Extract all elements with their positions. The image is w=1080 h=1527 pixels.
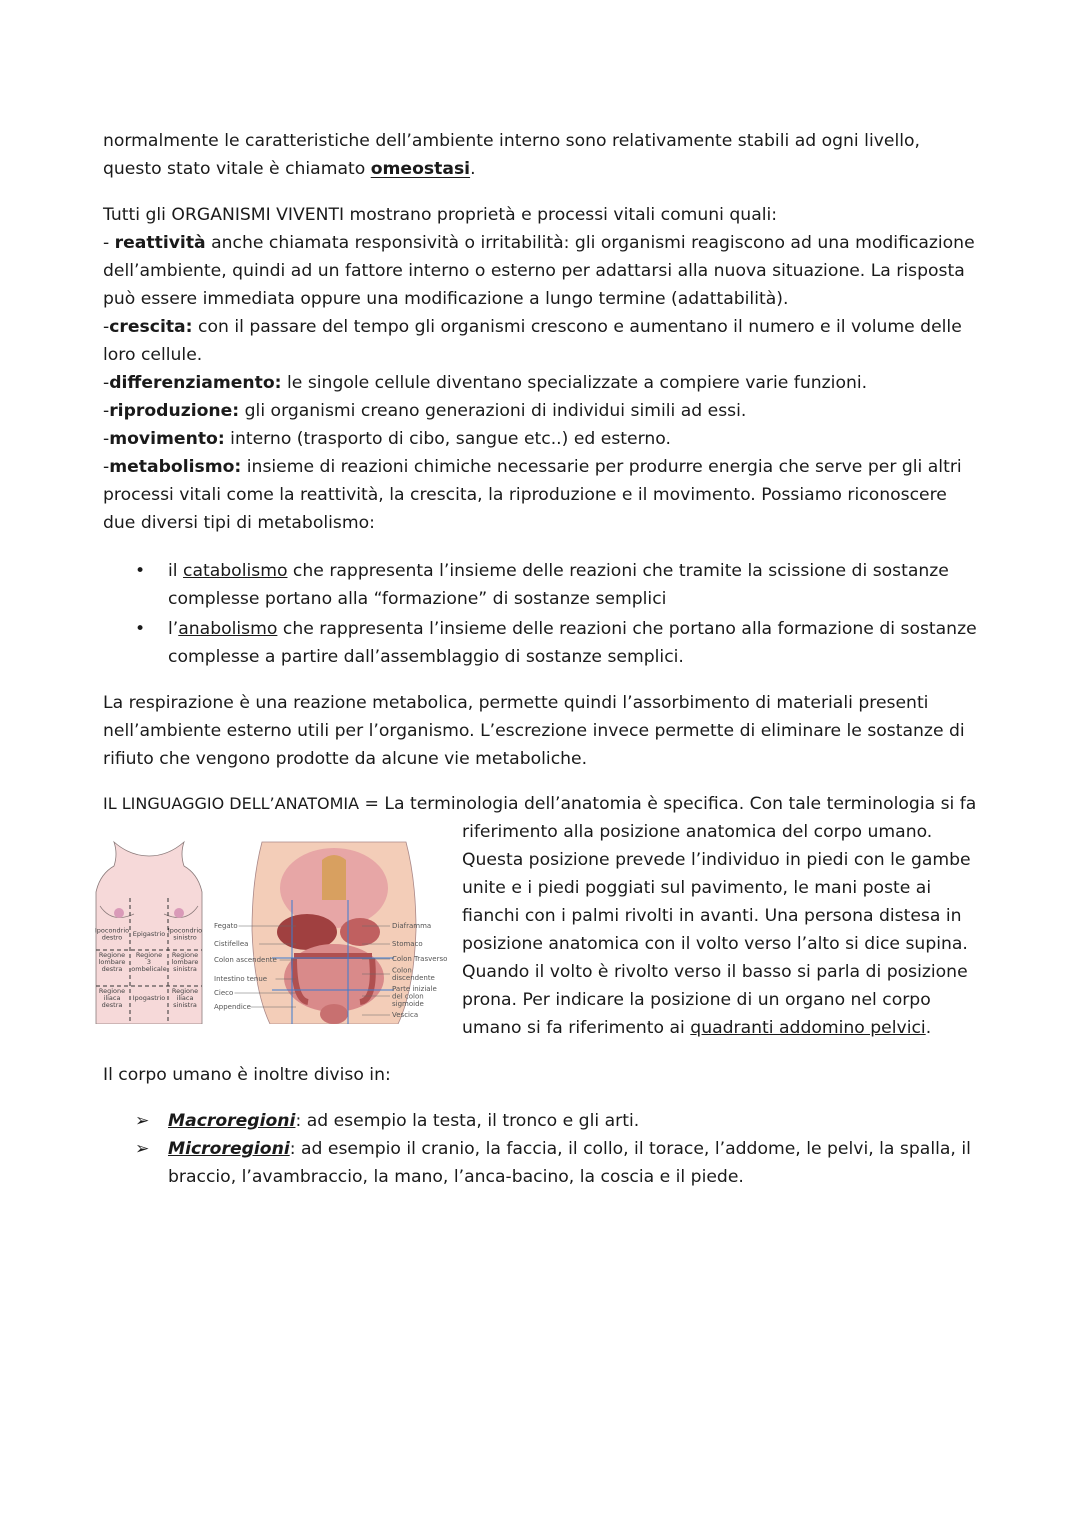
organisms-section — [103, 201, 983, 537]
anatomy-heading: IL LINGUAGGIO DELL’ANATOMIA — [103, 794, 360, 813]
catabolismo-term: catabolismo — [183, 561, 288, 581]
property-term: movimento: — [109, 429, 225, 449]
organ-label-right: Diaframma — [392, 922, 432, 930]
anatomy-end: . — [925, 1018, 932, 1038]
organ-label-left: Appendice — [214, 1003, 251, 1011]
abdominal-regions-figure — [94, 840, 206, 1024]
property-text: interno (trasporto di cibo, sangue etc..) ed esterno. — [224, 429, 671, 449]
region-label: Regione 3 ombelicale — [131, 951, 167, 973]
anatomy-body: riferimento alla posizione anatomica del corpo umano. Questa posizione prevede l’individuo in piedi con le gambe unite e i piedi poggiati sul pavimento, le mani poste ai fianchi con i palmi rivolti in avanti. Una persona distesa in posizione anatomica con il volto verso l’alto si dice supina. Quando il volto è rivolto verso il basso si parla di posizione prona. Per indicare la posizione di un organo nel corpo umano si fa riferimento ai — [462, 822, 971, 1038]
omeostasi-term: omeostasi — [370, 159, 471, 179]
microregioni-term: Microregioni — [168, 1139, 290, 1159]
bullet-icon: • — [135, 561, 146, 581]
division-intro: Il corpo umano è inoltre diviso in: — [103, 1065, 391, 1085]
property-reattivita — [103, 229, 983, 313]
bladder-shape — [320, 1004, 348, 1024]
arrow-bullet-icon: ➢ — [135, 1111, 150, 1131]
organ-label-left: Cistifellea — [214, 940, 249, 948]
property-text: insieme di reazioni chimiche necessarie per produrre energia che serve per gli altri processi vitali come la reattività, la crescita, la riproduzione e il movimento. Possiamo riconoscere due diversi tipi di metabolismo: — [103, 457, 962, 533]
region-label: Regione lombare destra — [98, 951, 126, 973]
respiration-paragraph: La respirazione è una reazione metabolica, permette quindi l’assorbimento di materiali presenti nell’ambiente esterno utili per l’organismo. L’escrezione invece permette di eliminare le sostanze di rifiuto che vengono prodotte da alcune vie metaboliche. — [103, 693, 965, 769]
heart-shape — [322, 855, 346, 900]
organ-label-right: Stomaco — [392, 940, 423, 948]
item-text: che rappresenta l’insieme delle reazioni che portano alla formazione di sostanze complesse a partire dall’assemblaggio di sostanze semplici. — [168, 619, 977, 667]
item-text: : ad esempio la testa, il tronco e gli arti. — [295, 1111, 640, 1131]
organ-label-right: Colon Trasverso — [392, 955, 448, 963]
region-label: Regione iliaca destra — [98, 987, 126, 1009]
item-text: : ad esempio il cranio, la faccia, il collo, il torace, l’addome, le pelvi, la spalla, il braccio, l’avambraccio, la mano, l’anca-bacino, la coscia e il piede. — [168, 1139, 971, 1187]
property-text: gli organismi creano generazioni di individui simili ad essi. — [239, 401, 747, 421]
property-prefix: - — [103, 233, 115, 253]
nipple-left — [114, 908, 124, 918]
intro-text: normalmente le caratteristiche dell’ambiente interno sono relativamente stabili ad ogni livello, questo stato vitale è chiamato — [103, 131, 921, 179]
item-pre: l’ — [168, 619, 179, 639]
property-text: con il passare del tempo gli organismi crescono e aumentano il numero e il volume delle loro cellule. — [103, 317, 962, 365]
region-label: Ipogastrio — [132, 994, 166, 1002]
arrow-bullet-icon: ➢ — [135, 1139, 150, 1159]
stomach-shape — [340, 918, 380, 946]
metabolism-list — [103, 557, 983, 673]
property-crescita — [103, 313, 983, 369]
organisms-intro: Tutti gli ORGANISMI VIVENTI mostrano proprietà e processi vitali comuni quali: — [103, 205, 778, 225]
division-list — [103, 1107, 983, 1191]
organ-label-right: Vescica — [392, 1011, 419, 1019]
property-metabolismo — [103, 453, 983, 537]
region-label: Ipocondrio sinistro — [167, 926, 203, 942]
intro-end: . — [470, 159, 476, 179]
property-riproduzione — [103, 397, 983, 425]
property-term: differenziamento: — [109, 373, 282, 393]
region-label: Regione iliaca sinistra — [171, 987, 199, 1009]
quadranti-link: quadranti addomino pelvici — [690, 1018, 926, 1038]
organ-label-left: Cieco — [214, 989, 234, 997]
list-item-macroregioni — [103, 1107, 983, 1135]
anatomy-paragraph — [462, 818, 982, 1042]
property-text: anche chiamata responsività o irritabilità: gli organismi reagiscono ad una modificazione dell’ambiente, quindi ad un fattore interno o esterno per adattarsi alla nuova situazione. La risposta può essere immediata oppure una modificazione a lungo termine (adattabilità). — [103, 233, 975, 309]
list-item-microregioni — [103, 1135, 983, 1191]
region-label: Regione lombare sinistra — [171, 951, 199, 973]
intro-paragraph — [103, 127, 983, 183]
property-text: le singole cellule diventano specializzate a compiere varie funzioni. — [281, 373, 868, 393]
item-pre: il — [168, 561, 184, 581]
property-prefix: - — [103, 457, 110, 477]
organ-label-right: Colon discendente — [392, 966, 435, 982]
organ-label-right: Parte iniziale del colon sigmoide — [392, 985, 437, 1008]
list-item-anabolismo — [103, 615, 983, 671]
region-label: Epigastrio — [132, 930, 166, 938]
list-item-catabolismo — [103, 557, 983, 613]
property-term: riproduzione: — [109, 401, 240, 421]
item-text: che rappresenta l’insieme delle reazioni che tramite la scissione di sostanze complesse portano alla “formazione” di sostanze semplici — [168, 561, 949, 609]
property-term: crescita: — [109, 317, 193, 337]
anabolismo-term: anabolismo — [178, 619, 278, 639]
region-label: Ipocondrio destro — [94, 926, 130, 942]
anatomy-first-line: = La terminologia dell’anatomia è specifica. Con tale terminologia si fa — [359, 794, 977, 814]
property-differenziamento — [103, 369, 983, 397]
property-prefix: - — [103, 317, 110, 337]
property-prefix: - — [103, 401, 110, 421]
nipple-right — [174, 908, 184, 918]
organ-label-left: Intestino tenue — [214, 975, 268, 983]
organ-label-left: Fegato — [214, 922, 238, 930]
property-term: reattività — [114, 233, 206, 253]
bullet-icon: • — [135, 619, 146, 639]
anatomy-heading-line — [103, 790, 983, 818]
abdominal-organs-figure — [212, 840, 454, 1024]
property-movimento — [103, 425, 983, 453]
organ-label-left: Colon ascendente — [214, 956, 277, 964]
property-prefix: - — [103, 429, 110, 449]
macroregioni-term: Macroregioni — [168, 1111, 296, 1131]
property-term: metabolismo: — [109, 457, 242, 477]
property-prefix: - — [103, 373, 110, 393]
